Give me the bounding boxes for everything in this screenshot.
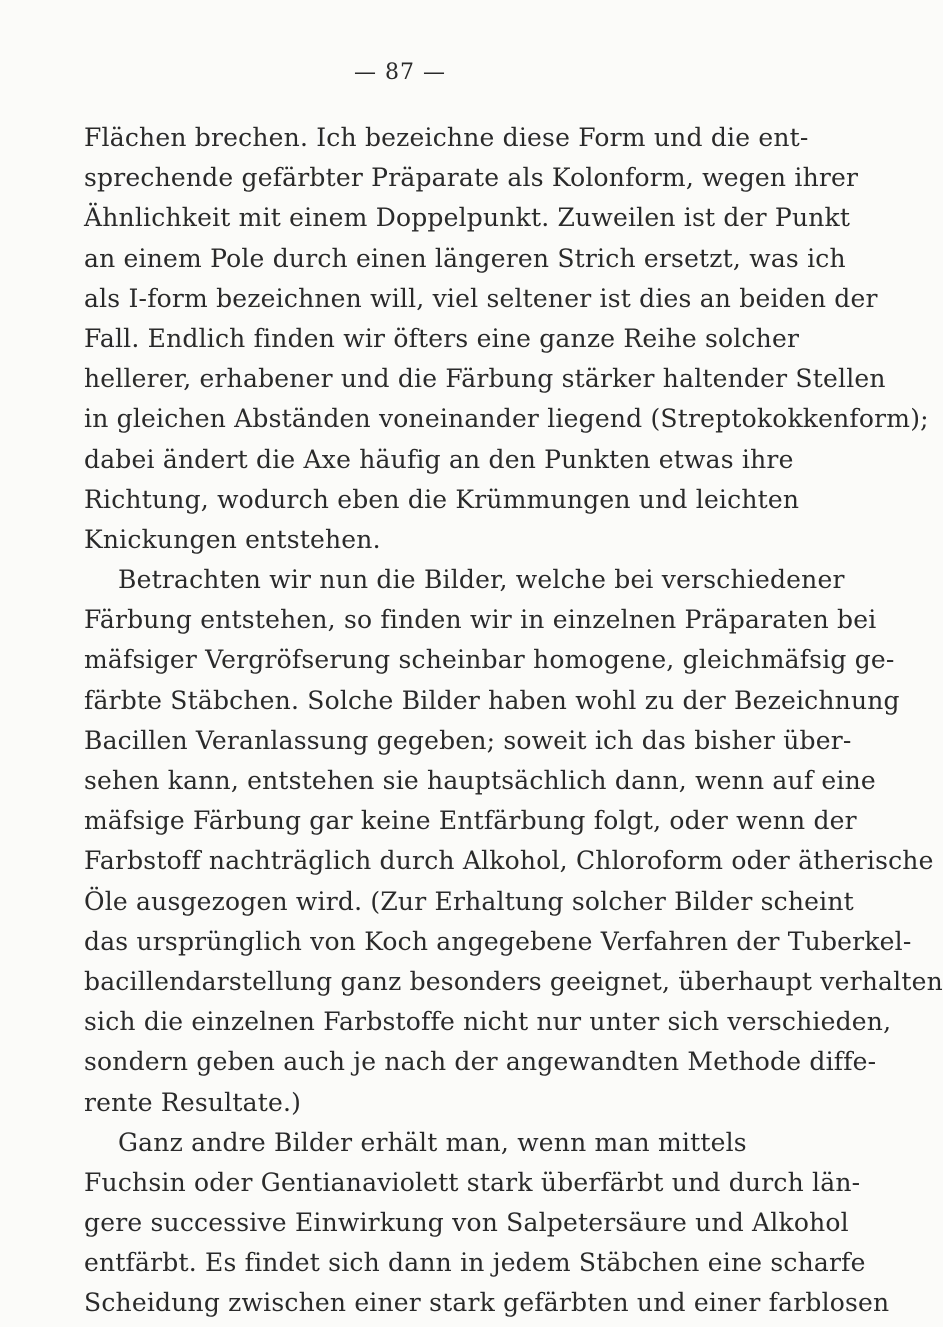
text-line: rente Resultate.) <box>84 1087 302 1117</box>
text-line: Farbstoff nachträglich durch Alkohol, Chloroform oder ätherische <box>84 846 934 876</box>
text-line: sprechende gefärbter Präparate als Kolonform, wegen ihrer <box>84 163 859 193</box>
text-line: entfärbt. Es findet sich dann in jedem Stäbchen eine scharfe <box>84 1248 866 1278</box>
text-line: Betrachten wir nun die Bilder, welche bei verschiedener <box>118 565 845 595</box>
text-line: in gleichen Abständen voneinander liegend (Streptokokkenform); <box>84 404 929 434</box>
text-line: Scheidung zwischen einer stark gefärbten und einer farblosen <box>84 1288 890 1318</box>
body-text <box>84 118 943 1324</box>
text-line: hellerer, erhabener und die Färbung stärker haltender Stellen <box>84 364 886 394</box>
text-line: färbte Stäbchen. Solche Bilder haben wohl zu der Bezeichnung <box>84 685 900 715</box>
text-line: als I-form bezeichnen will, viel seltener ist dies an beiden der <box>84 283 878 313</box>
text-line: Knickungen entstehen. <box>84 524 381 554</box>
page-number-header: — 87 — <box>354 60 446 85</box>
text-line: sich die einzelnen Farbstoffe nicht nur unter sich verschieden, <box>84 1007 892 1037</box>
text-line: bacillendarstellung ganz besonders geeignet, überhaupt verhalten <box>84 966 943 996</box>
text-line: Bacillen Veranlassung gegeben; soweit ich das bisher über- <box>84 725 852 755</box>
text-line: Ähnlichkeit mit einem Doppelpunkt. Zuweilen ist der Punkt <box>84 203 851 233</box>
text-line: Flächen brechen. Ich bezeichne diese Form und die ent- <box>84 123 809 152</box>
text-line: Fuchsin oder Gentianaviolett stark überfärbt und durch län- <box>84 1167 861 1197</box>
text-line: gere successive Einwirkung von Salpetersäure und Alkohol <box>84 1208 849 1238</box>
text-line: mäfsiger Vergröfserung scheinbar homogene, gleichmäfsig ge- <box>84 645 895 675</box>
text-line: dabei ändert die Axe häufig an den Punkten etwas ihre <box>84 444 794 474</box>
text-line: Ganz andre Bilder erhält man, wenn man mittels <box>118 1127 747 1157</box>
text-line: Öle ausgezogen wird. (Zur Erhaltung solcher Bilder scheint <box>84 886 854 916</box>
text-line: sondern geben auch je nach der angewandten Methode diffe- <box>84 1047 877 1077</box>
text-line: sehen kann, entstehen sie hauptsächlich dann, wenn auf eine <box>84 766 876 795</box>
text-line: Färbung entstehen, so finden wir in einzelnen Präparaten bei <box>84 605 877 635</box>
text-line: mäfsige Färbung gar keine Entfärbung folgt, oder wenn der <box>84 806 857 836</box>
text-line: Richtung, wodurch eben die Krümmungen und leichten <box>84 484 800 514</box>
text-line: an einem Pole durch einen längeren Strich ersetzt, was ich <box>84 243 846 273</box>
text-line: Fall. Endlich finden wir öfters eine ganze Reihe solcher <box>84 323 800 353</box>
text-line: das ursprünglich von Koch angegebene Verfahren der Tuberkel- <box>84 926 912 956</box>
